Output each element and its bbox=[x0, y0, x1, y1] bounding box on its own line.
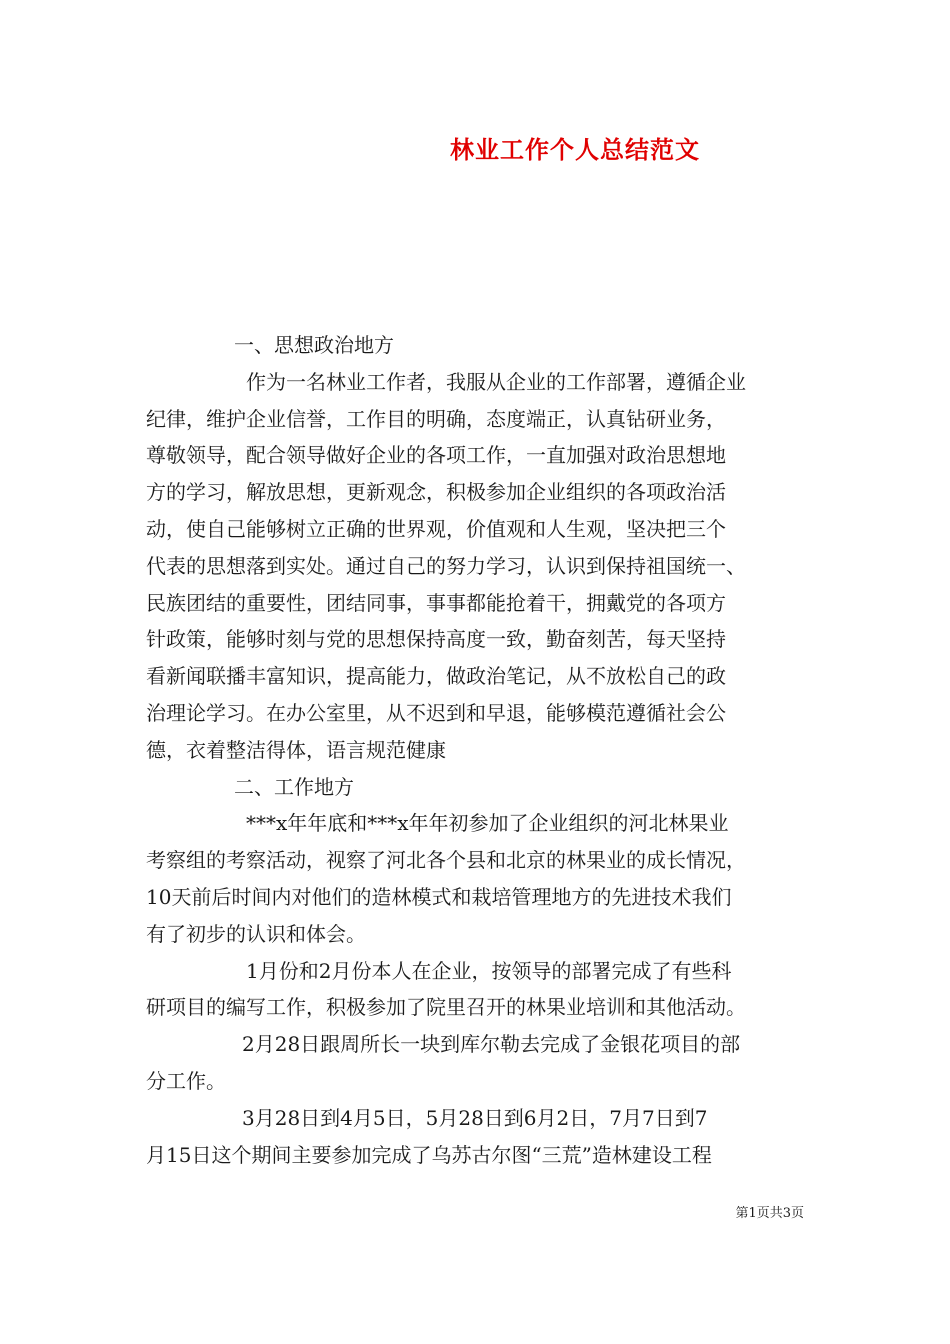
paragraph-line: 3月28日到4月5日，5月28日到6月2日，7月7日到7 bbox=[242, 1105, 708, 1130]
document-body bbox=[146, 327, 816, 1173]
paragraph-line: 考察组的考察活动，视察了河北各个县和北京的林果业的成长情况， bbox=[146, 848, 746, 873]
paragraph-line: 有了初步的认识和体会。 bbox=[146, 921, 366, 946]
paragraph-line: 针政策，能够时刻与党的思想保持高度一致，勤奋刻苦，每天坚持 bbox=[146, 627, 726, 652]
paragraph-line: 代表的思想落到实处。通过自己的努力学习，认识到保持祖国统一、 bbox=[146, 553, 746, 578]
paragraph-line: 作为一名林业工作者，我服从企业的工作部署，遵循企业 bbox=[246, 369, 746, 394]
section-heading-2: 二、工作地方 bbox=[234, 774, 354, 799]
paragraph-line: 2月28日跟周所长一块到库尔勒去完成了金银花项目的部 bbox=[242, 1032, 741, 1057]
paragraph-line: 动，使自己能够树立正确的世界观，价值观和人生观，坚决把三个 bbox=[146, 516, 726, 541]
paragraph-line: 看新闻联播丰富知识，提高能力，做政治笔记，从不放松自己的政 bbox=[146, 664, 726, 689]
paragraph-line: 尊敬领导，配合领导做好企业的各项工作，一直加强对政治思想地 bbox=[146, 443, 726, 468]
paragraph-line: ***x年年底和***x年年初参加了企业组织的河北林果业 bbox=[246, 811, 729, 836]
paragraph-line: 德，衣着整洁得体，语言规范健康 bbox=[146, 737, 446, 762]
paragraph-line: 月15日这个期间主要参加完成了乌苏古尔图“三荒”造林建设工程 bbox=[146, 1142, 712, 1167]
paragraph-line: 10天前后时间内对他们的造林模式和栽培管理地方的先进技术我们 bbox=[146, 884, 732, 909]
paragraph-line: 1月份和2月份本人在企业，按领导的部署完成了有些科 bbox=[246, 958, 732, 983]
paragraph-line: 分工作。 bbox=[146, 1068, 226, 1093]
paragraph-line: 治理论学习。在办公室里，从不迟到和早退，能够模范遵循社会公 bbox=[146, 700, 726, 725]
paragraph-line: 研项目的编写工作，积极参加了院里召开的林果业培训和其他活动。 bbox=[146, 995, 746, 1020]
page-number: 第1页共3页 bbox=[735, 1206, 804, 1221]
section-heading-1: 一、思想政治地方 bbox=[234, 333, 394, 357]
paragraph-line: 方的学习，解放思想，更新观念，积极参加企业组织的各项政治活 bbox=[146, 480, 726, 505]
paragraph-line: 民族团结的重要性，团结同事，事事都能抢着干，拥戴党的各项方 bbox=[146, 590, 726, 615]
document-title bbox=[0, 132, 950, 168]
document-title-text: 林业工作个人总结范文 bbox=[450, 135, 700, 164]
paragraph-line: 纪律，维护企业信誉，工作目的明确，态度端正，认真钻研业务， bbox=[146, 406, 726, 431]
